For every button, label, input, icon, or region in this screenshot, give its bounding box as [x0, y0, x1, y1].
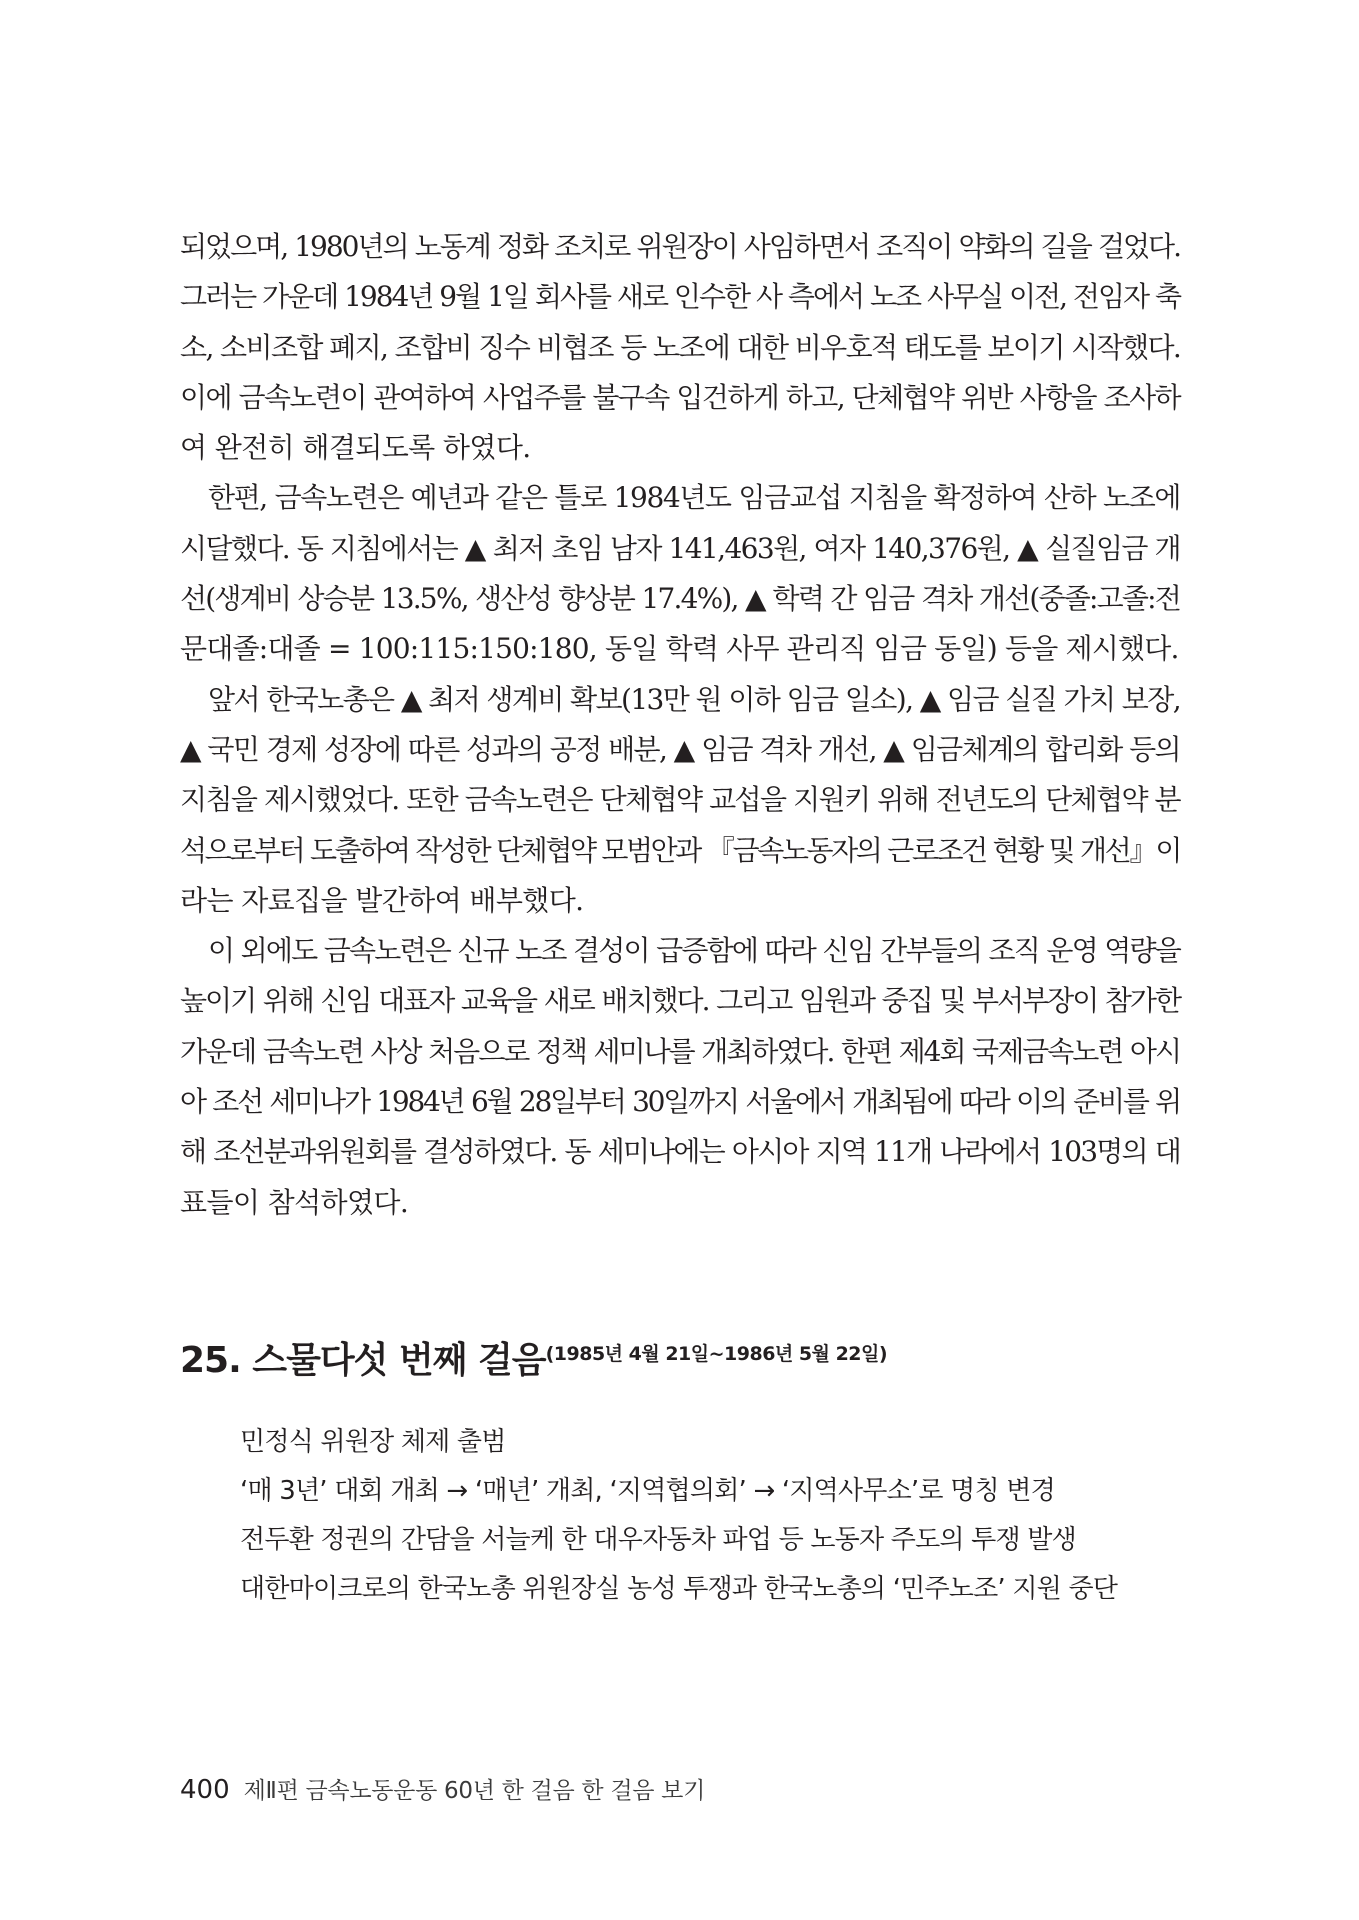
- body-line: 라는 자료집을 발간하여 배부했다.: [180, 883, 584, 917]
- section-summary-list: [240, 1418, 1117, 1614]
- summary-item: ‘매 3년’ 대회 개최 → ‘매년’ 개최, ‘지역협의회’ → ‘지역사무소’로 명칭 변경: [240, 1476, 1055, 1506]
- body-line: 한편, 금속노련은 예년과 같은 틀로 1984년도 임금교섭 지침을 확정하여 산하 노조에: [208, 481, 1180, 515]
- body-line: 아 조선 세미나가 1984년 6월 28일부터 30일까지 서울에서 개최됨에 따라 이의 준비를 위: [180, 1085, 1180, 1119]
- section-date-range: (1985년 4월 21일~1986년 5월 22일): [545, 1343, 888, 1365]
- body-text: [180, 222, 1180, 1228]
- body-line: 해 조선분과위원회를 결성하였다. 동 세미나에는 아시아 지역 11개 나라에서 103명의 대: [180, 1135, 1180, 1169]
- summary-item: 민정식 위원장 체제 출범: [240, 1427, 506, 1457]
- body-line: 가운데 금속노련 사상 처음으로 정책 세미나를 개최하였다. 한편 제4회 국제금속노련 아시: [180, 1034, 1180, 1068]
- body-line: 그러는 가운데 1984년 9월 1일 회사를 새로 인수한 사 측에서 노조 사무실 이전, 전임자 축: [180, 280, 1180, 314]
- body-line: 되었으며, 1980년의 노동계 정화 조치로 위원장이 사임하면서 조직이 약화의 길을 걸었다.: [180, 230, 1180, 263]
- body-line: 이 외에도 금속노련은 신규 노조 결성이 급증함에 따라 신임 간부들의 조직 운영 역량을: [208, 934, 1180, 968]
- page-footer: [180, 1772, 705, 1805]
- summary-item: 대한마이크로의 한국노총 위원장실 농성 투쟁과 한국노총의 ‘민주노조’ 지원 중단: [240, 1574, 1118, 1604]
- running-title: 제Ⅱ편 금속노동운동 60년 한 걸음 한 걸음 보기: [243, 1778, 706, 1804]
- summary-item: 전두환 정권의 간담을 서늘케 한 대우자동차 파업 등 노동자 주도의 투쟁 발생: [240, 1525, 1076, 1555]
- body-line: 선(생계비 상승분 13.5%, 생산성 향상분 17.4%), ▲ 학력 간 임금 격차 개선(중졸:고졸:전: [180, 582, 1180, 616]
- body-line: 문대졸:대졸 = 100:115:150:180, 동일 학력 사무 관리직 임금 동일) 등을 제시했다.: [180, 632, 1179, 666]
- body-line: 시달했다. 동 지침에서는 ▲ 최저 초임 남자 141,463원, 여자 140,376원, ▲ 실질임금 개: [180, 531, 1180, 565]
- section-heading: [180, 1332, 887, 1383]
- body-line: 여 완전히 해결되도록 하였다.: [180, 431, 531, 465]
- body-line: 석으로부터 도출하여 작성한 단체협약 모범안과 『금속노동자의 근로조건 현황 및 개선』이: [180, 833, 1180, 867]
- body-line: 지침을 제시했었다. 또한 금속노련은 단체협약 교섭을 지원키 위해 전년도의 단체협약 분: [180, 783, 1180, 817]
- body-line: ▲ 국민 경제 성장에 따른 성과의 공정 배분, ▲ 임금 격차 개선, ▲ 임금체계의 합리화 등의: [180, 732, 1180, 766]
- body-line: 표들이 참석하였다.: [180, 1185, 409, 1219]
- body-line: 높이기 위해 신임 대표자 교육을 새로 배치했다. 그리고 임원과 중집 및 부서부장이 참가한: [180, 984, 1180, 1018]
- section-title: 25. 스물다섯 번째 걸음: [180, 1340, 546, 1381]
- page-number: 400: [180, 1775, 230, 1805]
- body-line: 앞서 한국노총은 ▲ 최저 생계비 확보(13만 원 이하 임금 일소), ▲ 임금 실질 가치 보장,: [208, 682, 1180, 716]
- body-line: 이에 금속노련이 관여하여 사업주를 불구속 입건하게 하고, 단체협약 위반 사항을 조사하: [180, 380, 1180, 414]
- body-line: 소, 소비조합 폐지, 조합비 징수 비협조 등 노조에 대한 비우호적 태도를 보이기 시작했다.: [180, 330, 1181, 364]
